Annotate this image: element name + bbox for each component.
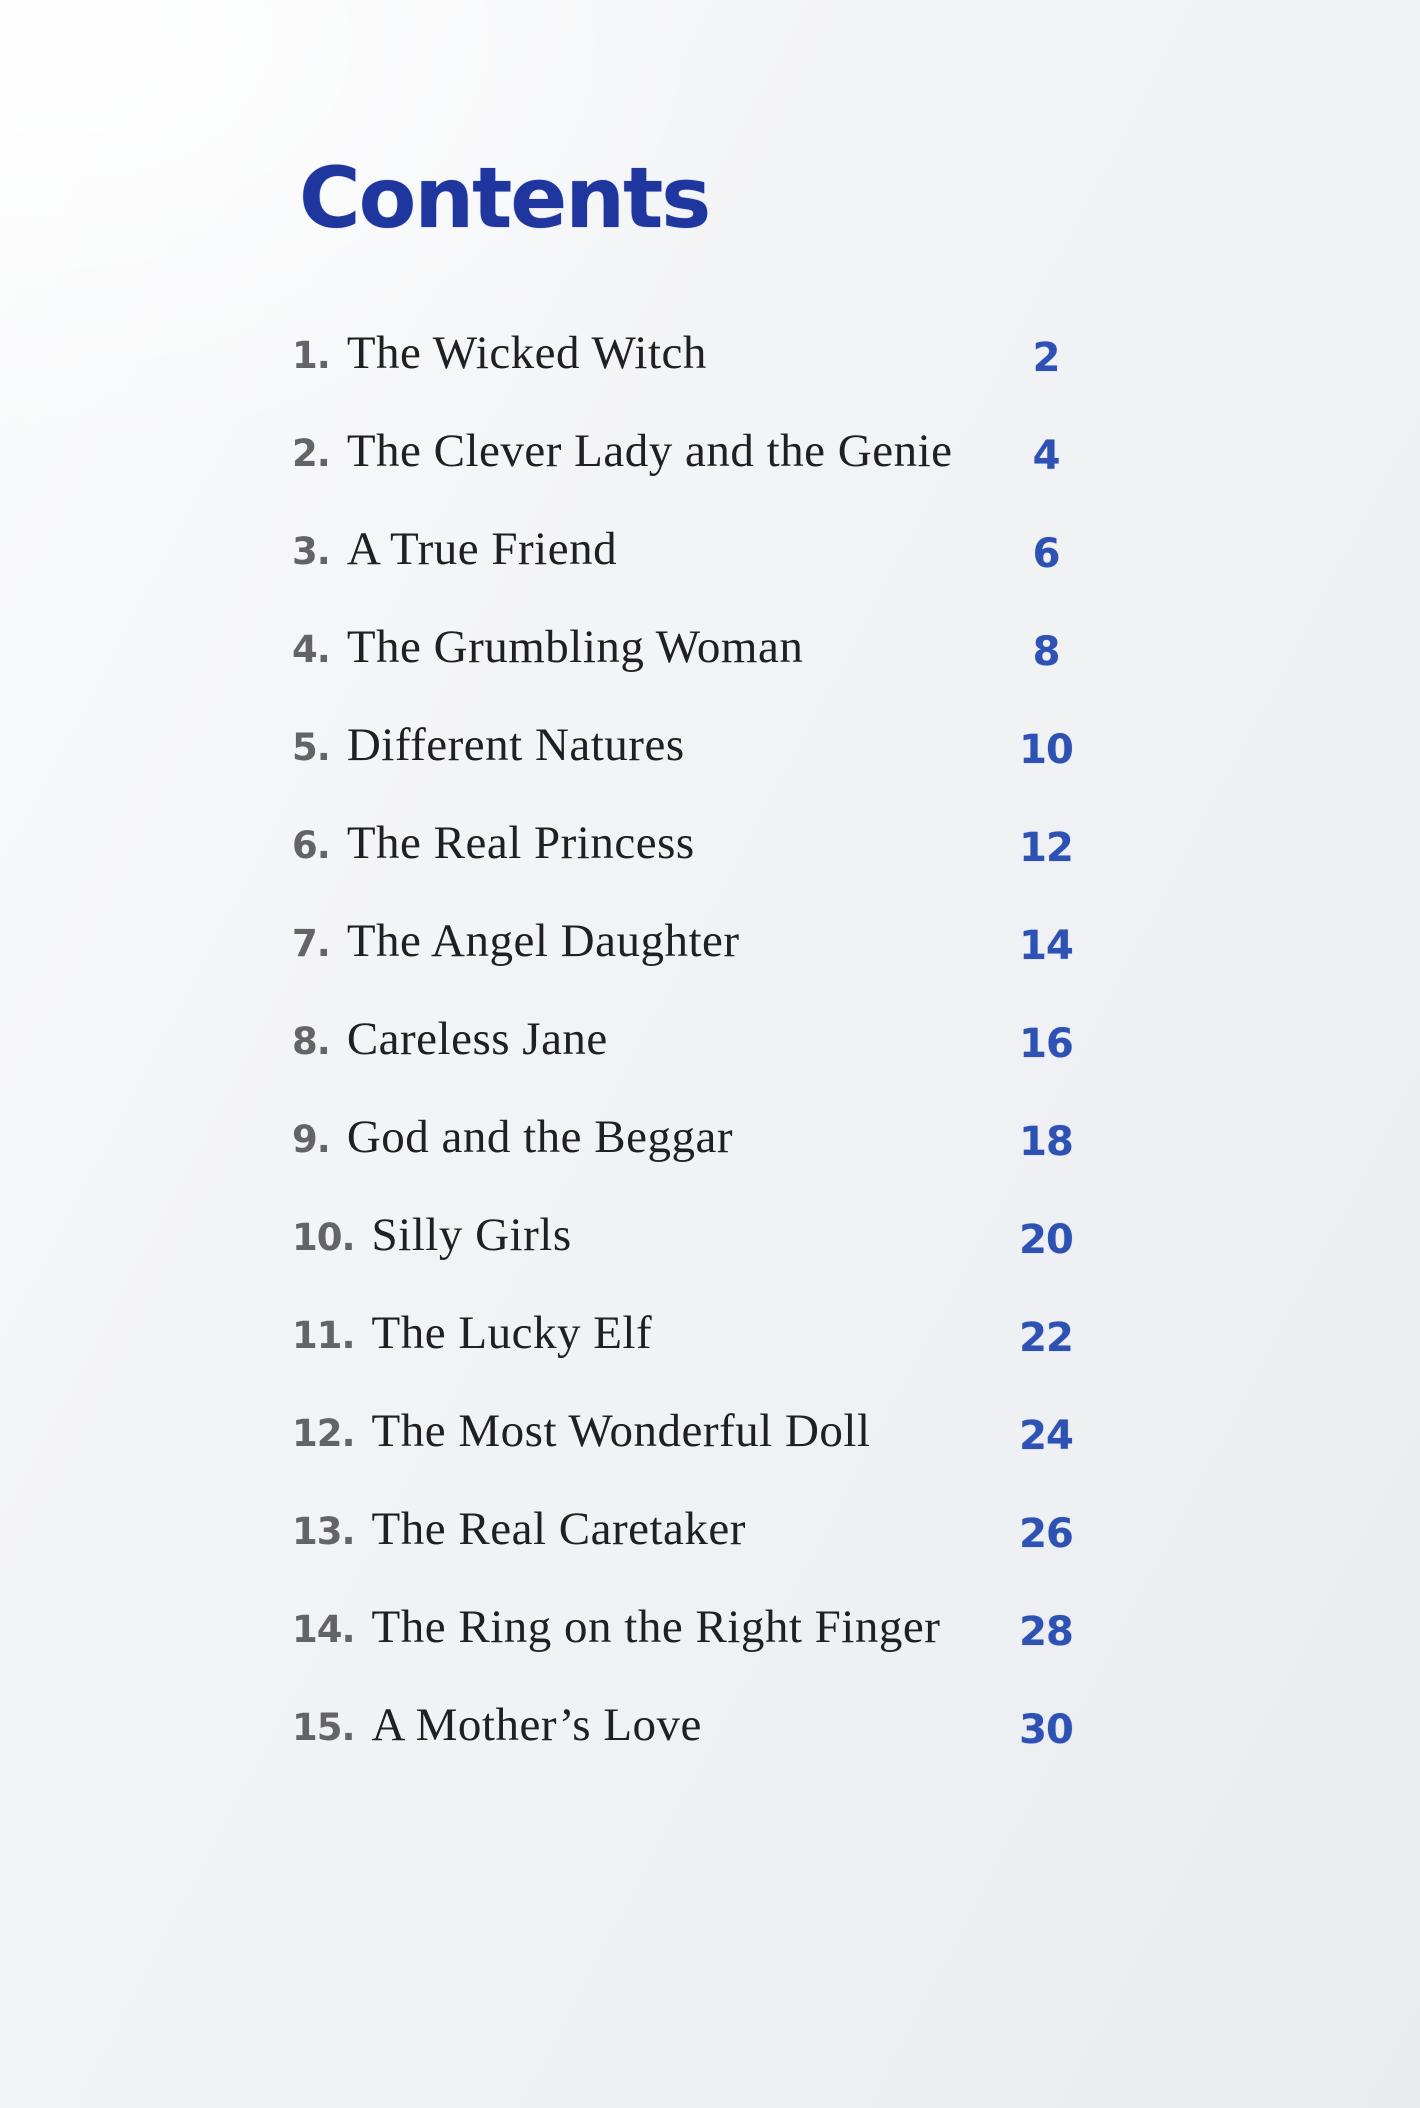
toc-item-number: 10.	[292, 1216, 355, 1259]
toc-item-title: The Grumbling Woman	[346, 621, 804, 673]
toc-item-page: 24	[1019, 1413, 1073, 1459]
toc-item-number: 13.	[292, 1510, 355, 1553]
toc-item-title: Silly Girls	[371, 1209, 572, 1261]
toc-item-title: The Ring on the Right Finger	[371, 1601, 941, 1653]
toc-item-number: 12.	[292, 1412, 355, 1455]
toc-item-number: 4.	[292, 628, 330, 671]
toc-item-number: 11.	[292, 1314, 355, 1357]
toc-item-number: 3.	[292, 530, 330, 573]
toc-item-page: 26	[1019, 1511, 1073, 1557]
toc-list	[0, 309, 1420, 1779]
toc-item-number: 6.	[292, 824, 330, 867]
toc-item-page: 10	[1019, 727, 1073, 773]
toc-row	[0, 1583, 1420, 1681]
toc-row	[0, 1681, 1420, 1779]
toc-item-page: 8	[1032, 629, 1060, 675]
toc-item-title: The Wicked Witch	[346, 327, 707, 379]
toc-item-number: 7.	[292, 922, 330, 965]
toc-item-title: The Lucky Elf	[371, 1307, 653, 1359]
toc-item-page: 16	[1019, 1021, 1073, 1067]
toc-item-title: Careless Jane	[346, 1013, 608, 1065]
toc-item-page: 14	[1019, 923, 1073, 969]
toc-row	[0, 1093, 1420, 1191]
toc-item-page: 6	[1032, 531, 1060, 577]
toc-item-title: The Most Wonderful Doll	[371, 1405, 871, 1457]
toc-row	[0, 1485, 1420, 1583]
toc-item-title: Different Natures	[346, 719, 685, 771]
toc-item-page: 22	[1019, 1315, 1073, 1361]
toc-item-number: 8.	[292, 1020, 330, 1063]
toc-item-number: 14.	[292, 1608, 355, 1651]
toc-item-number: 1.	[292, 334, 330, 377]
toc-item-page: 20	[1019, 1217, 1073, 1263]
toc-item-page: 2	[1032, 335, 1060, 381]
toc-item-title: God and the Beggar	[346, 1111, 734, 1163]
toc-row	[0, 799, 1420, 897]
toc-row	[0, 1289, 1420, 1387]
toc-item-page: 4	[1032, 433, 1060, 479]
toc-row	[0, 309, 1420, 407]
toc-item-title: The Angel Daughter	[346, 915, 740, 967]
toc-item-page: 12	[1019, 825, 1073, 871]
toc-item-page: 18	[1019, 1119, 1073, 1165]
toc-item-number: 15.	[292, 1706, 355, 1749]
toc-item-number: 2.	[292, 432, 330, 475]
toc-row	[0, 701, 1420, 799]
toc-row	[0, 505, 1420, 603]
page-title: Contents	[299, 149, 710, 247]
toc-row	[0, 1387, 1420, 1485]
toc-row	[0, 1191, 1420, 1289]
toc-item-page: 28	[1019, 1609, 1073, 1655]
toc-item-title: The Real Princess	[346, 817, 695, 869]
toc-row	[0, 603, 1420, 701]
toc-item-page: 30	[1019, 1707, 1073, 1753]
toc-row	[0, 897, 1420, 995]
toc-item-title: The Real Caretaker	[371, 1503, 746, 1555]
toc-item-title: The Clever Lady and the Genie	[346, 425, 953, 477]
toc-row	[0, 995, 1420, 1093]
toc-item-title: A Mother’s Love	[371, 1699, 702, 1751]
toc-item-number: 9.	[292, 1118, 330, 1161]
toc-item-number: 5.	[292, 726, 330, 769]
toc-row	[0, 407, 1420, 505]
toc-item-title: A True Friend	[346, 523, 618, 575]
